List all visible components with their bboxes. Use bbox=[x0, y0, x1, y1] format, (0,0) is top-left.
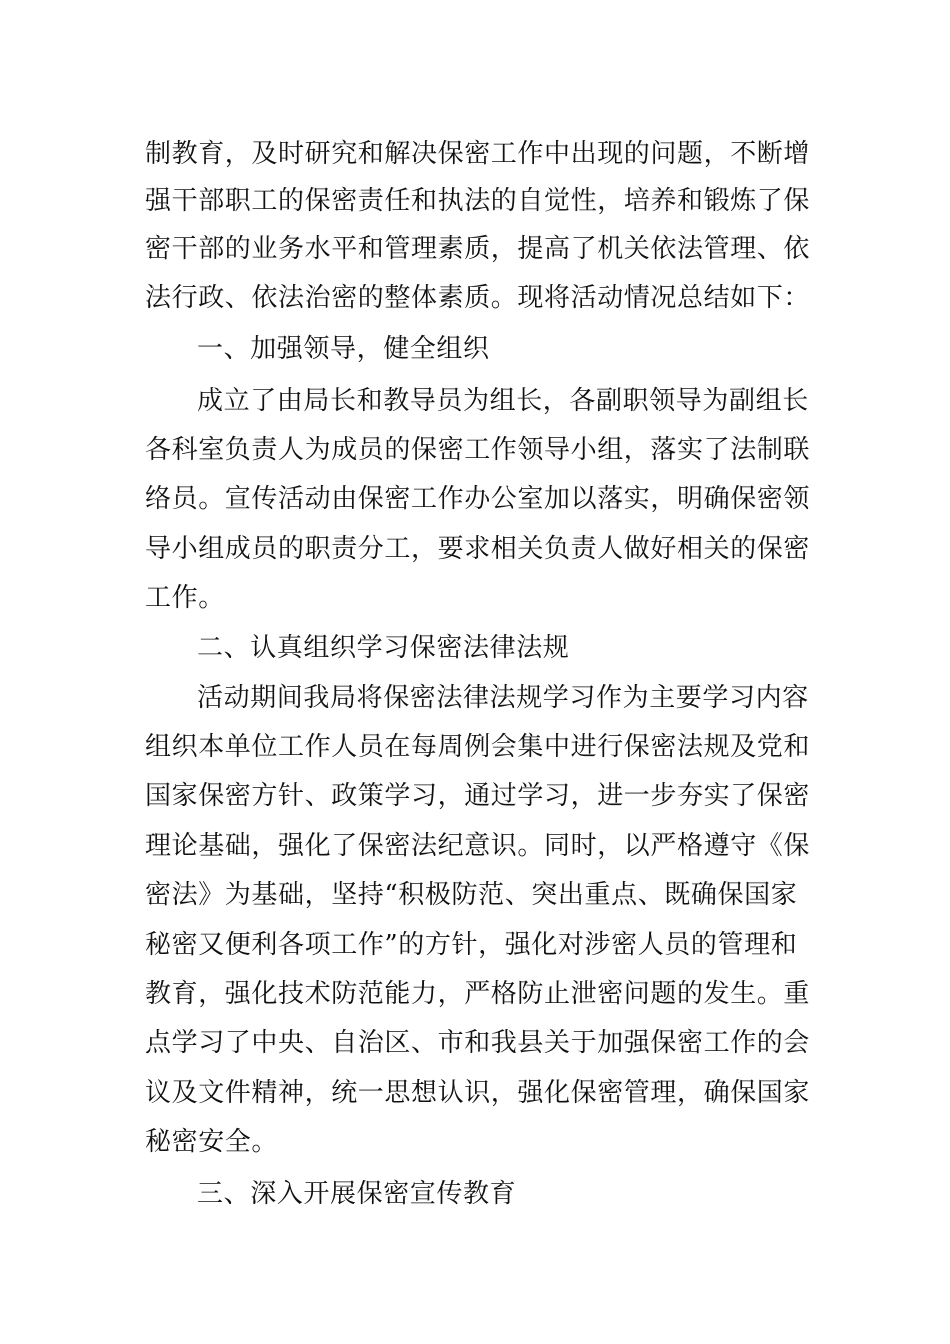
section-heading-1: 一、加强领导，健全组织 bbox=[197, 334, 490, 364]
body-text-line: 强干部职工的保密责任和执法的自觉性，培养和锻炼了保 bbox=[145, 186, 811, 216]
body-text-line: 各科室负责人为成员的保密工作领导小组，落实了法制联 bbox=[145, 435, 811, 465]
body-text-line: 点学习了中央、自治区、市和我县关于加强保密工作的会 bbox=[145, 1028, 811, 1058]
body-text-line: 法行政、依法治密的整体素质。现将活动情况总结如下： bbox=[145, 283, 811, 313]
body-text-line: 导小组成员的职责分工，要求相关负责人做好相关的保密 bbox=[145, 534, 811, 564]
body-text-line: 组织本单位工作人员在每周例会集中进行保密法规及党和 bbox=[145, 732, 811, 762]
body-text-line: 教育，强化技术防范能力，严格防止泄密问题的发生。重 bbox=[145, 979, 811, 1009]
section-heading-3: 三、深入开展保密宣传教育 bbox=[197, 1179, 517, 1209]
body-text-line: 秘密安全。 bbox=[145, 1127, 279, 1157]
body-text-line: 密干部的业务水平和管理素质，提高了机关依法管理、依 bbox=[145, 234, 811, 264]
body-text-line: 理论基础，强化了保密法纪意识。同时，以严格遵守《保 bbox=[145, 831, 811, 861]
body-text-line: 秘密又便利各项工作”的方针，强化对涉密人员的管理和 bbox=[145, 930, 798, 960]
body-text-line: 络员。宣传活动由保密工作办公室加以落实，明确保密领 bbox=[145, 484, 811, 514]
body-text-line: 工作。 bbox=[145, 583, 225, 613]
body-text-line: 成立了由局长和教导员为组长，各副职领导为副组长 bbox=[197, 386, 809, 416]
body-text-line: 国家保密方针、政策学习，通过学习，进一步夯实了保密 bbox=[145, 781, 811, 811]
body-text-line: 密法》为基础，坚持“积极防范、突出重点、既确保国家 bbox=[145, 880, 798, 910]
body-text-line: 活动期间我局将保密法律法规学习作为主要学习内容 bbox=[197, 683, 809, 713]
section-heading-2: 二、认真组织学习保密法律法规 bbox=[197, 633, 570, 663]
body-text-line: 议及文件精神，统一思想认识，强化保密管理，确保国家 bbox=[145, 1078, 811, 1108]
body-text-line: 制教育，及时研究和解决保密工作中出现的问题，不断增 bbox=[145, 139, 811, 169]
